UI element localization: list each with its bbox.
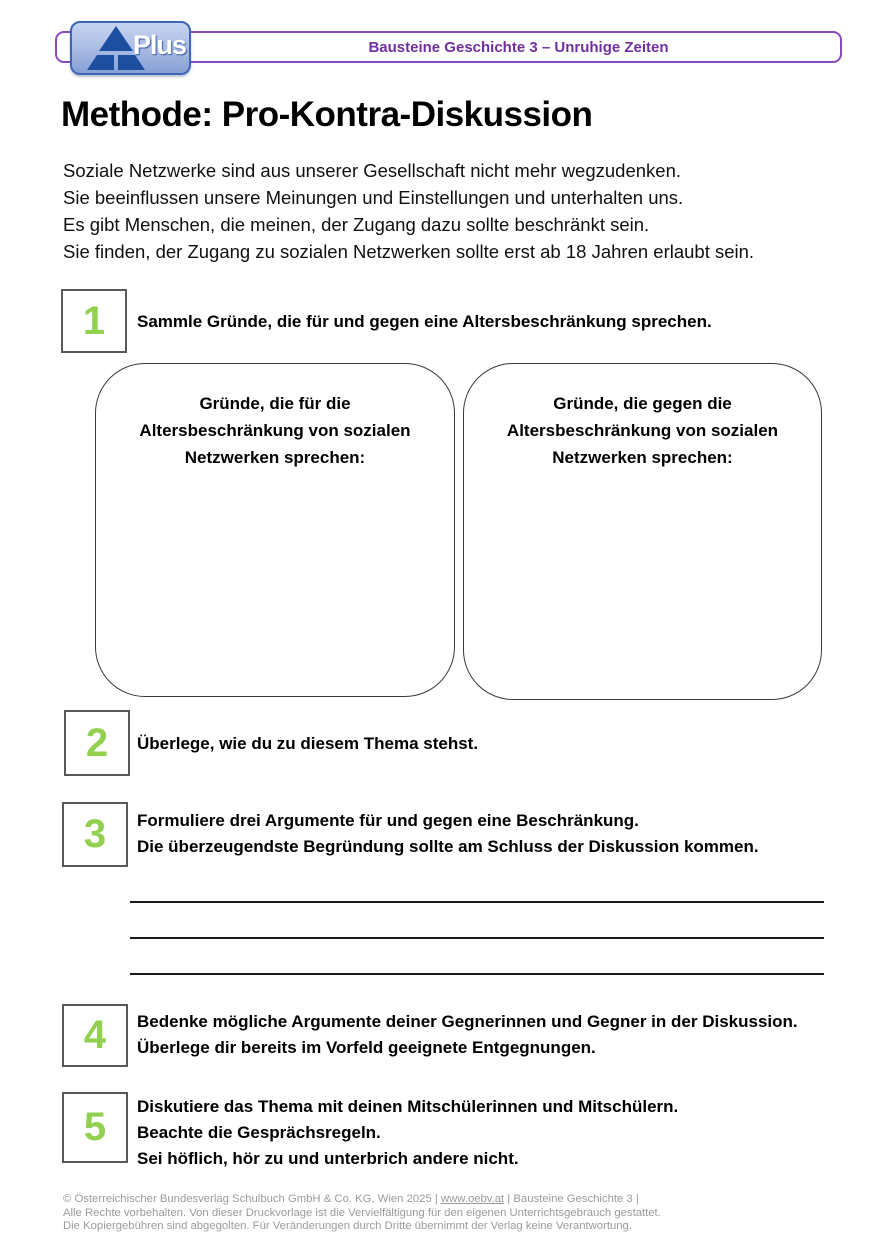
task-number-box-1 [61, 289, 127, 353]
kontra-heading-line: Netzwerken sprechen: [552, 448, 733, 467]
intro-line: Soziale Netzwerke sind aus unserer Gesellschaft nicht mehr wegzudenken. [63, 160, 682, 181]
task-line: Die überzeugendste Begründung sollte am Schluss der Diskussion kommen. [137, 837, 759, 856]
intro-line: Sie finden, der Zugang zu sozialen Netzwerken sollte erst ab 18 Jahren erlaubt sein. [63, 241, 755, 262]
pro-bubble [95, 363, 455, 697]
intro-line: Es gibt Menschen, die meinen, der Zugang dazu sollte beschränkt sein. [63, 214, 650, 235]
intro-paragraph [63, 157, 754, 265]
pro-heading-line: Netzwerken sprechen: [184, 448, 366, 467]
page-title: Methode: Pro-Kontra-Diskussion [61, 95, 593, 134]
pro-heading-line: Gründe, die für die [199, 394, 351, 413]
task-number-box-4 [62, 1004, 128, 1067]
task-number: 2 [85, 720, 109, 765]
task-5-text [137, 1094, 678, 1172]
oebv-link[interactable]: www.oebv.at [440, 1193, 505, 1205]
task-line: Überlege, wie du zu diesem Thema stehst. [137, 734, 479, 753]
banner-title: Bausteine Geschichte 3 – Unruhige Zeiten [368, 38, 669, 56]
task-line: Überlege dir bereits im Vorfeld geeignete Entgegnungen. [137, 1038, 596, 1057]
task-number-box-3 [62, 802, 128, 867]
task-3-text [137, 808, 759, 860]
pro-heading-line: Altersbeschränkung von sozialen [139, 421, 411, 440]
kontra-heading-line: Gründe, die gegen die [553, 394, 732, 413]
intro-line: Sie beeinflussen unsere Meinungen und Einstellungen und unterhalten uns. [63, 187, 684, 208]
task-line: Sammle Gründe, die für und gegen eine Altersbeschränkung sprechen. [137, 312, 712, 331]
footer-copyright [63, 1193, 661, 1234]
task-4-text [137, 1009, 798, 1061]
pro-bubble-heading [96, 390, 454, 471]
kontra-bubble-heading [464, 390, 821, 471]
task-2-text [137, 731, 478, 757]
task-number: 5 [83, 1105, 107, 1149]
task-line: Diskutiere das Thema mit deinen Mitschülerinnen und Mitschülern. [137, 1097, 679, 1116]
footer-line-2: Alle Rechte vorbehalten. Von dieser Druckvorlage ist die Vervielfältigung für den eigenen Unterrichtsgebrauch gestattet. [63, 1206, 661, 1219]
task-line: Beachte die Gesprächsregeln. [137, 1123, 381, 1142]
task-number-box-5 [62, 1092, 128, 1163]
footer-line-3: Die Kopiergebühren sind abgegolten. Für Veränderungen durch Dritte übernimmt der Verlag keine Verantwortung. [63, 1220, 632, 1233]
kontra-bubble [463, 363, 822, 700]
task-number: 1 [82, 298, 106, 343]
writing-line [130, 937, 824, 939]
footer-text: © Österreichischer Bundesverlag Schulbuch GmbH & Co. KG, Wien 2025 | [63, 1193, 441, 1205]
kontra-heading-line: Altersbeschränkung von sozialen [506, 421, 779, 440]
task-number-box-2 [64, 710, 130, 776]
task-number: 4 [83, 1013, 107, 1057]
task-number: 3 [83, 812, 107, 856]
writing-line [130, 973, 824, 975]
task-1-text [137, 309, 712, 335]
task-line: Sei höflich, hör zu und unterbrich andere nicht. [137, 1149, 519, 1168]
logo-plus-label: Plus [133, 30, 187, 60]
oebv-plus-logo [70, 21, 191, 75]
task-line: Bedenke mögliche Argumente deiner Gegnerinnen und Gegner in der Diskussion. [137, 1012, 798, 1031]
footer-text: | Bausteine Geschichte 3 | [504, 1193, 639, 1205]
task-line: Formuliere drei Argumente für und gegen eine Beschränkung. [137, 811, 639, 830]
footer-line-1 [63, 1193, 661, 1207]
writing-line [130, 901, 824, 903]
